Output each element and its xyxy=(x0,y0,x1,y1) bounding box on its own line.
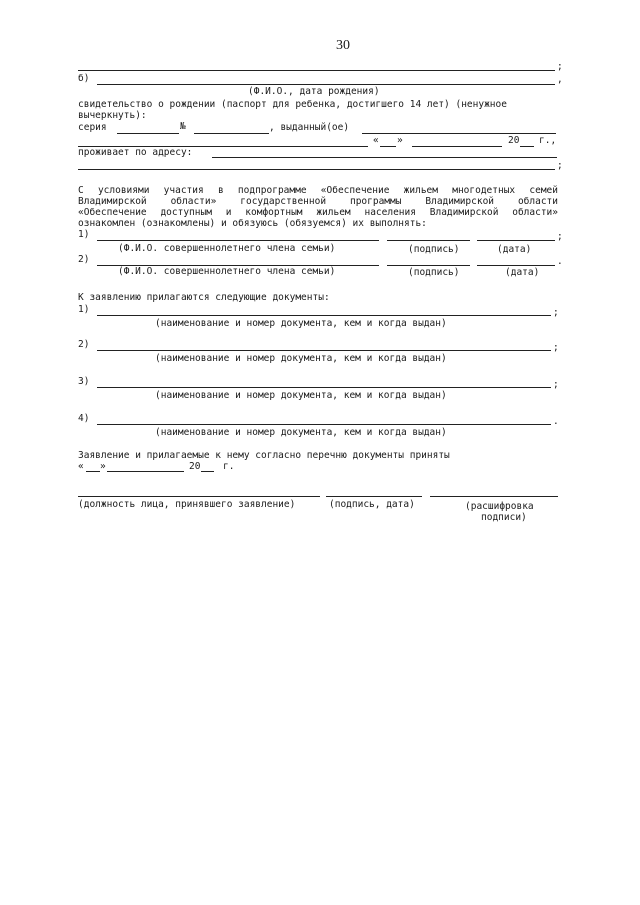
document-3-field[interactable] xyxy=(97,387,551,388)
acceptance-year-suffix: г. xyxy=(223,461,235,472)
sign-date-caption: (подпись, дата) xyxy=(329,499,415,510)
document-4-caption: (наименование и номер документа, кем и когда выдан) xyxy=(155,427,447,438)
cross-out-text: вычеркнуть): xyxy=(78,110,147,121)
position-caption: (должность лица, принявшего заявление) xyxy=(78,499,296,510)
quote-open: « xyxy=(373,135,379,146)
issued-label: , выданный(ое) xyxy=(269,122,350,133)
acceptance-day-field[interactable] xyxy=(86,471,100,472)
period-mark: . xyxy=(553,416,559,427)
child-fio-line[interactable] xyxy=(97,84,555,85)
number-sign: № xyxy=(180,121,186,132)
signer-2-sign-caption: (подпись) xyxy=(408,267,460,278)
signer-1-sign-field[interactable] xyxy=(387,240,470,241)
semicolon-mark: ; xyxy=(553,379,559,390)
series-field[interactable] xyxy=(117,133,179,134)
signer-1-number: 1) xyxy=(78,229,90,240)
semicolon-mark: ; xyxy=(557,231,563,242)
sign-date-field[interactable] xyxy=(326,496,422,497)
comma-mark: , xyxy=(557,74,563,85)
signer-2-sign-field[interactable] xyxy=(387,265,470,266)
address-field[interactable] xyxy=(212,157,557,158)
document-1-field[interactable] xyxy=(97,315,551,316)
series-label: серия xyxy=(78,122,107,133)
document-4-number: 4) xyxy=(78,413,90,424)
signer-1-fio-caption: (Ф.И.О. совершеннолетнего члена семьи) xyxy=(118,243,336,254)
signer-1-date-field[interactable] xyxy=(477,240,555,241)
conditions-line-1: С условиями участия в подпрограмме «Обеспечение жильем многодетных семей xyxy=(78,185,558,196)
documents-intro: К заявлению прилагаются следующие документы: xyxy=(78,292,330,303)
semicolon-mark: ; xyxy=(557,61,563,72)
day-field[interactable] xyxy=(380,146,396,147)
document-2-caption: (наименование и номер документа, кем и когда выдан) xyxy=(155,353,447,364)
semicolon-mark: ; xyxy=(557,160,563,171)
conditions-line-2: Владимирской области» государственной программы Владимирской области xyxy=(78,196,558,207)
document-3-number: 3) xyxy=(78,376,90,387)
month-field[interactable] xyxy=(412,146,502,147)
address-field-continued[interactable] xyxy=(78,169,555,170)
acceptance-year-prefix: 20 xyxy=(189,461,201,472)
address-label: проживает по адресу: xyxy=(78,147,193,158)
document-3-caption: (наименование и номер документа, кем и когда выдан) xyxy=(155,390,447,401)
decode-caption-line-1: (расшифровка xyxy=(465,501,534,512)
year-field[interactable] xyxy=(520,146,534,147)
number-field[interactable] xyxy=(194,133,269,134)
signer-1-sign-caption: (подпись) xyxy=(408,244,460,255)
signer-2-fio-caption: (Ф.И.О. совершеннолетнего члена семьи) xyxy=(118,266,336,277)
quote-close: » xyxy=(397,135,403,146)
issued-field[interactable] xyxy=(362,133,556,134)
document-1-caption: (наименование и номер документа, кем и когда выдан) xyxy=(155,318,447,329)
acceptance-year-field[interactable] xyxy=(201,471,214,472)
semicolon-mark: ; xyxy=(553,307,559,318)
document-2-field[interactable] xyxy=(97,350,551,351)
child-fio-caption: (Ф.И.О., дата рождения) xyxy=(248,86,380,97)
signer-2-date-field[interactable] xyxy=(477,265,555,266)
signer-1-fio-field[interactable] xyxy=(97,240,379,241)
acceptance-quote-open: « xyxy=(78,461,84,472)
document-1-number: 1) xyxy=(78,304,90,315)
decode-caption-line-2: подписи) xyxy=(481,512,527,523)
decode-field[interactable] xyxy=(430,496,558,497)
acceptance-quote-close: » xyxy=(100,461,106,472)
fill-line-top xyxy=(78,70,555,71)
page-number: 30 xyxy=(336,38,350,53)
position-field[interactable] xyxy=(78,496,320,497)
year-prefix: 20 xyxy=(508,135,520,146)
document-2-number: 2) xyxy=(78,339,90,350)
year-suffix: г., xyxy=(539,135,557,146)
acceptance-text: Заявление и прилагаемые к нему согласно перечню документы приняты xyxy=(78,450,450,461)
signer-2-number: 2) xyxy=(78,254,90,265)
child-item-number: б) xyxy=(78,73,90,84)
document-4-field[interactable] xyxy=(97,424,551,425)
conditions-line-4: ознакомлен (ознакомлены) и обязуюсь (обязуемся) их выполнять: xyxy=(78,218,427,229)
signer-2-date-caption: (дата) xyxy=(505,267,540,278)
acceptance-month-field[interactable] xyxy=(107,471,184,472)
signer-1-date-caption: (дата) xyxy=(497,244,532,255)
semicolon-mark: ; xyxy=(553,342,559,353)
period-mark: . xyxy=(557,256,563,267)
certificate-text: свидетельство о рождении (паспорт для ребенка, достигшего 14 лет) (ненужное xyxy=(78,99,507,110)
conditions-line-3: «Обеспечение доступным и комфортным жильем населения Владимирской области» xyxy=(78,207,558,218)
